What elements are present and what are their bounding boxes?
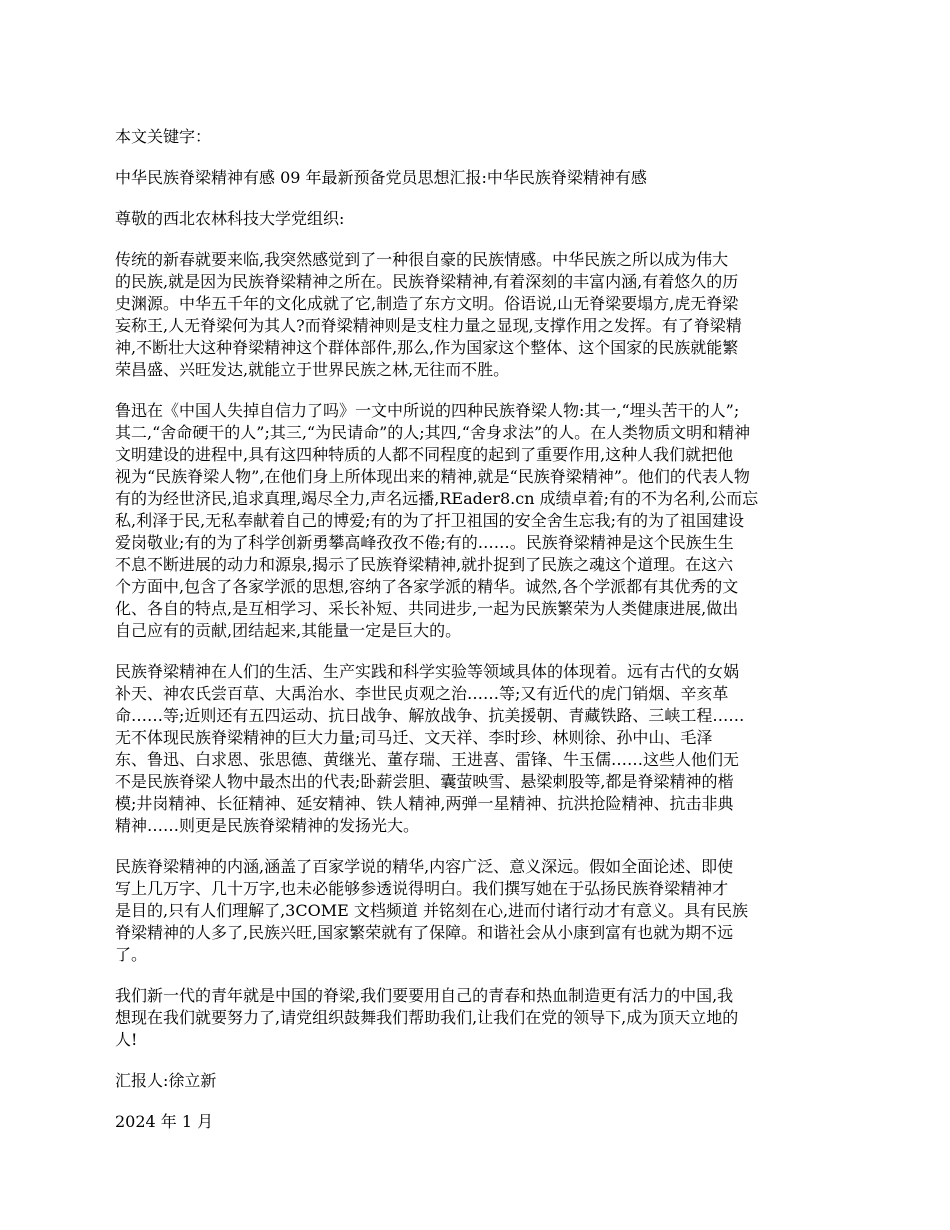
keywords-value: 中华民族脊梁精神有感 09 年最新预备党员思想汇报:中华民族脊梁精神有感 [115, 168, 647, 187]
paragraph-line: 文明建设的进程中,具有这四种特质的人都不同程度的起到了重要作用,这种人我们就把他 [115, 445, 734, 464]
paragraph-line: 爱岗敬业;有的为了科学创新勇攀高峰孜孜不倦;有的……。民族脊梁精神是这个民族生生 [115, 533, 734, 552]
body-paragraphs [115, 249, 840, 1051]
paragraph-line: 神,不断壮大这种脊梁精神这个群体部件,那么,作为国家这个整体、这个国家的民族就能繁 [115, 338, 739, 357]
paragraph-line: 传统的新春就要来临,我突然感觉到了一种很自豪的民族情感。中华民族之所以成为伟大 [115, 250, 729, 269]
paragraph-line: 了。 [115, 945, 148, 964]
paragraph-line: 模;井岗精神、长征精神、延安精神、铁人精神,两弹一星精神、抗洪抢险精神、抗击非典 [115, 794, 734, 813]
paragraph-line: 我们新一代的青年就是中国的脊梁,我们要要用自己的青春和热血制造更有活力的中国,我 [115, 986, 734, 1005]
paragraph [115, 856, 840, 966]
paragraph-line: 其二,“舍命硬干的人”;其三,“为民请命”的人;其四,“舍身求法”的人。在人类物质文明和精神 [115, 423, 751, 442]
paragraph-line: 民族脊梁精神的内涵,涵盖了百家学说的精华,内容广泛、意义深远。假如全面论述、即使 [115, 857, 734, 876]
report-date: 2024 年 1 月 [115, 1112, 214, 1131]
paragraph [115, 661, 840, 837]
paragraph-line: 妄称王,人无脊梁何为其人?而脊梁精神则是支柱力量之显现,支撑作用之发挥。有了脊梁精 [115, 316, 742, 335]
paragraph-line: 是目的,只有人们理解了,3COME 文档频道 并铭刻在心,进而付诸行动才有意义。具有民族 [115, 901, 749, 920]
document-body [115, 126, 840, 1152]
paragraph-line: 无不体现民族脊梁精神的巨大力量;司马迁、文天祥、李时珍、林则徐、孙中山、毛泽 [115, 728, 713, 747]
reporter-signature: 汇报人:徐立新 [115, 1071, 217, 1090]
paragraph-line: 史渊源。中华五千年的文化成就了它,制造了东方文明。俗语说,山无脊梁要塌方,虎无脊梁 [115, 294, 739, 313]
paragraph-line: 鲁迅在《中国人失掉自信力了吗》一文中所说的四种民族脊梁人物:其一,“埋头苦干的人”; [115, 401, 740, 420]
paragraph-line: 人! [115, 1030, 138, 1049]
paragraph [115, 249, 840, 381]
paragraph-line: 自己应有的贡献,团结起来,其能量一定是巨大的。 [115, 621, 462, 640]
paragraph-line: 补天、神农氏尝百草、大禹治水、李世民贞观之治……等;又有近代的虎门销烟、辛亥革 [115, 684, 729, 703]
paragraph-line: 想现在我们就要努力了,请党组织鼓舞我们帮助我们,让我们在党的领导下,成为顶天立地的 [115, 1008, 739, 1027]
paragraph-line: 命……等;近则还有五四运动、抗日战争、解放战争、抗美援朝、青藏铁路、三峡工程…… [115, 706, 745, 725]
paragraph-line: 私,利泽于民,无私奉献着自己的博爱;有的为了扞卫祖国的安全舍生忘我;有的为了祖国建设 [115, 511, 744, 530]
paragraph-line: 东、鲁迅、白求恩、张思德、黄继光、董存瑞、王进喜、雷锋、牛玉儒……这些人他们无 [115, 750, 740, 769]
paragraph-line: 化、各自的特点,是互相学习、采长补短、共同进步,一起为民族繁荣为人类健康进展,做出 [115, 599, 739, 618]
paragraph [115, 400, 840, 642]
paragraph-line: 荣昌盛、兴旺发达,就能立于世界民族之林,无往而不胜。 [115, 360, 510, 379]
salutation: 尊敬的西北农林科技大学党组织: [115, 209, 345, 228]
paragraph-line: 脊梁精神的人多了,民族兴旺,国家繁荣就有了保障。和谐社会从小康到富有也就为期不远 [115, 923, 734, 942]
paragraph-line: 不是民族脊梁人物中最杰出的代表;卧薪尝胆、囊萤映雪、悬梁刺股等,都是脊梁精神的楷 [115, 772, 734, 791]
keywords-label: 本文关键字： [115, 127, 212, 146]
paragraph-line: 写上几万字、几十万字,也未必能够参透说得明白。我们撰写她在于弘扬民族脊梁精神才 [115, 879, 729, 898]
paragraph-line: 有的为经世济民,追求真理,竭尽全力,声名远播,REader8.cn 成绩卓着;有的不为名利,公而忘 [115, 489, 759, 508]
paragraph-line: 个方面中,包含了各家学派的思想,容纳了各家学派的精华。诚然,各个学派都有其优秀的文 [115, 577, 739, 596]
paragraph-line: 不息不断进展的动力和源泉,揭示了民族脊梁精神,就扑捉到了民族之魂这个道理。在这六 [115, 555, 734, 574]
paragraph-line: 视为“民族脊梁人物”,在他们身上所体现出来的精神,就是“民族脊梁精神”。他们的代表人物 [115, 467, 750, 486]
paragraph [115, 985, 840, 1051]
paragraph-line: 精神……则更是民族脊梁精神的发扬光大。 [115, 816, 420, 835]
paragraph-line: 的民族,就是因为民族脊梁精神之所在。民族脊梁精神,有着深刻的丰富内涵,有着悠久的历 [115, 272, 739, 291]
paragraph-line: 民族脊梁精神在人们的生活、生产实践和科学实验等领域具体的体现着。远有古代的女娲 [115, 662, 740, 681]
